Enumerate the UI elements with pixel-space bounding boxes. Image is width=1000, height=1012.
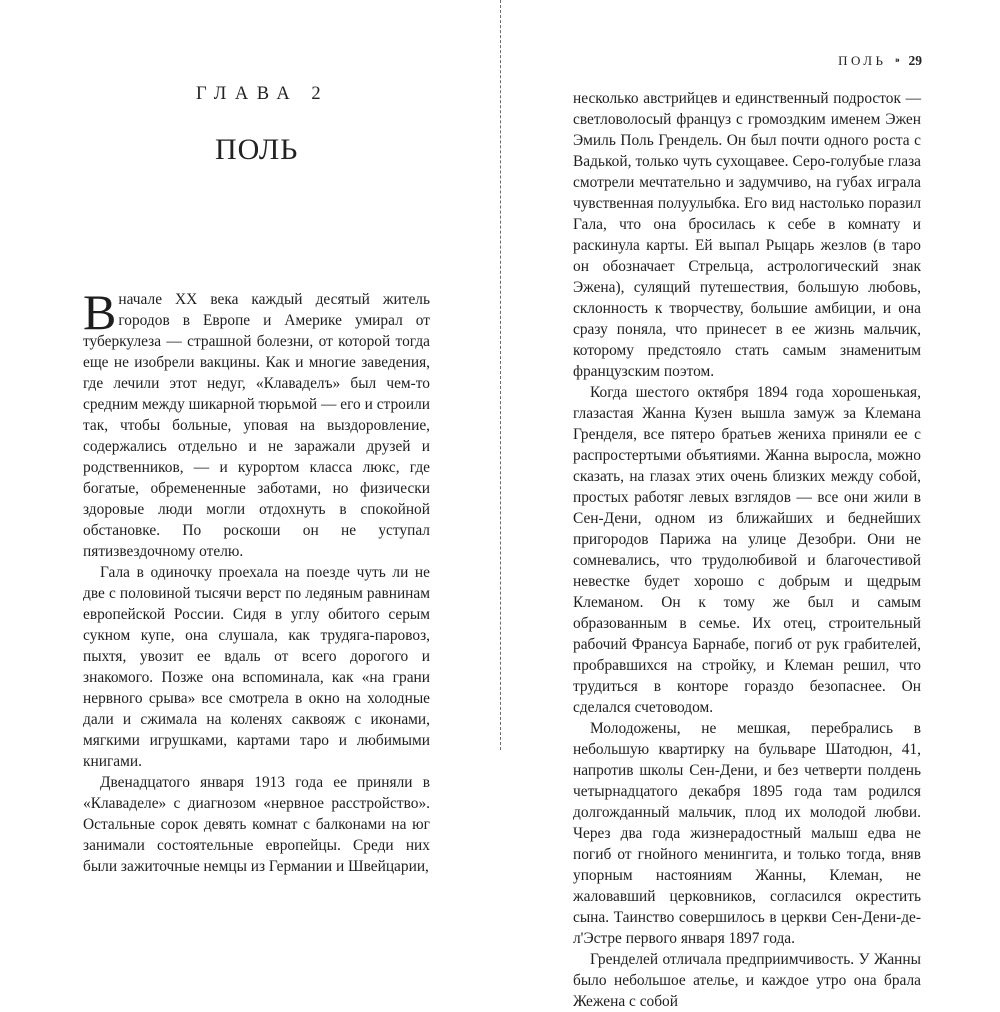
body-paragraph: Двенадцатого января 1913 года ее приняли в «Клаваделе» с диагнозом «нервное расстройство». Остальные сорок девять комнат с балконами на юг занимали состоятельные европейцы. Среди них были зажиточные немцы из Германии и Швейцарии,: [83, 774, 430, 875]
ornament-icon: ⁍: [894, 54, 901, 68]
right-page: [501, 0, 1000, 1010]
continued-paragraph: несколько австрийцев и единственный подросток — светловолосый француз с громоздким именем Эжен Эмиль Поль Грендель. Он был почти одного роста с Вадькой, только чуть сухощавее. Серо-голубые глаза смотрели мечтательно и задумчиво, на губах играла чувственная полуулыбка. Его вид настолько поразил Гала, что она бросилась к себе в комнату и раскинула карты. Ей выпал Рыцарь жезлов (в таро он обозначает Стрельца, астрологический знак Эжена), сулящий путешествия, большую любовь, склонность к творчеству, большие амбиции, и она сразу поняла, что принесет в ее жизнь мальчик, которому предстояло стать самым знаменитым французским поэтом.: [573, 90, 921, 380]
body-paragraph: Когда шестого октября 1894 года хорошенькая, глазастая Жанна Кузен вышла замуж за Клемана Гренделя, все пятеро братьев жениха приняли ее с распростертыми объятиями. Жанна выросла, можно сказать, на глазах этих очень близких между собой, простых работяг левых взглядов — все они жили в Сен-Дени, одном из ближайших и беднейших пригородов Парижа на улице Дезобри. Они не сомневались, что трудолюбивой и благочестивой невестке будет хорошо с добрым и щедрым Клеманом. Он к тому же был и самым образованным в семье. Их отец, строительный рабочий Франсуа Барнабе, погиб от рук грабителей, пробравшихся на стройку, и Клеман решил, что трудиться в конторе гораздо безопаснее. Он сделался счетоводом.: [573, 384, 921, 716]
page-number: 29: [908, 53, 922, 68]
chapter-label: ГЛАВА 2: [196, 84, 330, 104]
left-body-text: [83, 284, 430, 877]
running-title: ПОЛЬ: [838, 53, 887, 68]
body-paragraph: Гала в одиночку проехала на поезде чуть ли не две с половиной тысячи верст по ледяным равнинам европейской России. Сидя в углу обитого серым сукном купе, она слушала, как трудяга-паровоз, пыхтя, увозит ее вдаль от всего дорогого и знакомого. Позже она вспоминала, как «на грани нервного срыва» все смотрела в окно на холодные дали и сжимала на коленях саквояж с иконами, мягкими игрушками, картами таро и любимыми книгами.: [83, 564, 430, 770]
body-paragraph: Гренделей отличала предприимчивость. У Жанны было небольшое ателье, и каждое утро она брала Жежена с собой: [573, 951, 921, 1010]
chapter-title: ПОЛЬ: [215, 133, 299, 166]
body-paragraph: Молодожены, не мешкая, перебрались в небольшую квартирку на бульваре Шатодюн, 41, напротив школы Сен-Дени, и без четверти полдень четырнадцатого декабря 1895 года там родился долгожданный мальчик, плод их молодой любви. Через два года жизнерадостный малыш едва не погиб от гнойного менингита, и только тогда, вняв упорным настояниям Жанны, Клеман, не жаловавший церковников, согласился окрестить сына. Таинство совершилось в церкви Сен-Дени-де-л'Эстре первого января 1897 года.: [573, 720, 921, 947]
right-body-text: [573, 88, 921, 1012]
left-page: [0, 0, 500, 875]
running-header: [838, 53, 922, 69]
drop-cap: В: [83, 284, 117, 340]
opening-paragraph: [83, 284, 430, 562]
opening-paragraph-text: начале XX века каждый десятый житель городов в Европе и Америке умирал от туберкулеза — страшной болезни, от которой тогда еще не изобрели вакцины. Как и многие заведения, где лечили этот недуг, «Клаваделъ» был чем-то средним между шикарной тюрьмой — его и строили так, чтобы больные, уповая на выздоровление, содержались отдельно и не заражали друзей и родственников, — и курортом класса люкс, где богатые, обремененные заботами, но физически здоровые люди могли отдохнуть в спокойной обстановке. По роскоши он не уступал пятизвездочному отелю.: [83, 291, 430, 560]
